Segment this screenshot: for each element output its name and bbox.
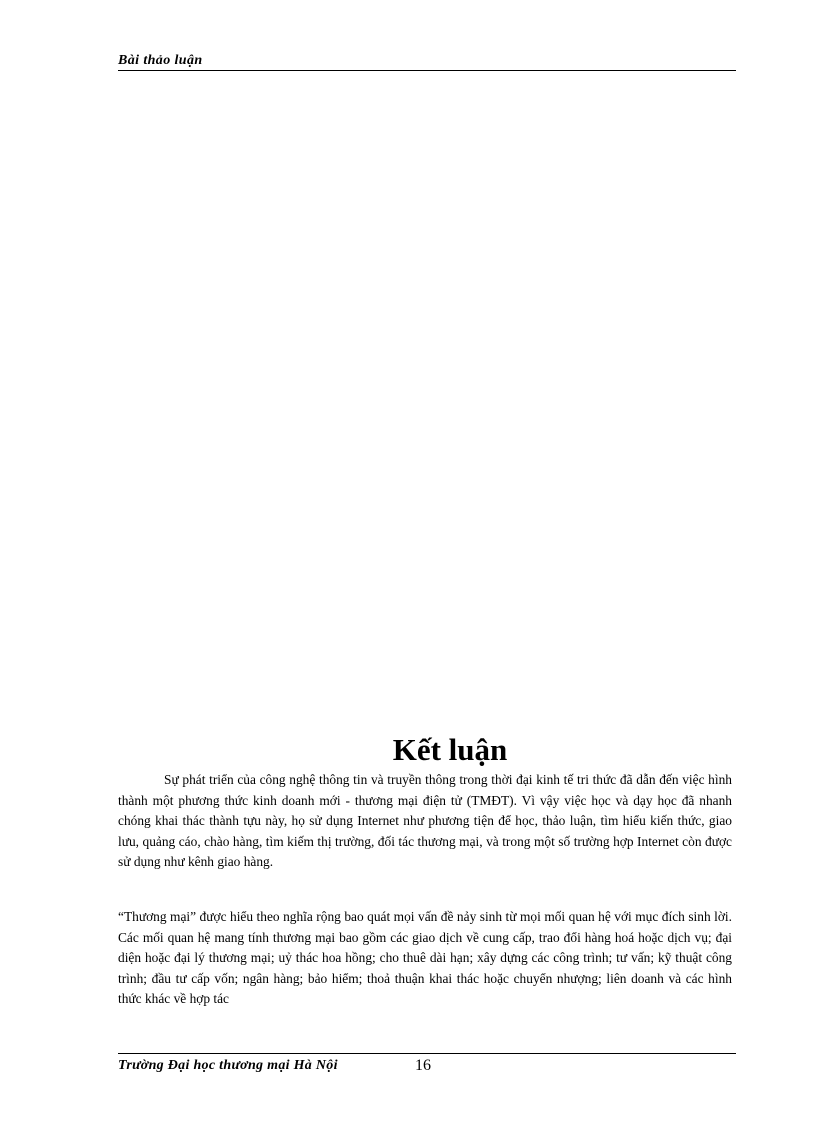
header-title: Bài thảo luận <box>118 53 203 68</box>
page-number: 16 <box>415 1057 431 1074</box>
body-paragraph-1: Sự phát triển của công nghệ thông tin và truyền thông trong thời đại kinh tế tri thức đã dẫn đến việc hình thành một phương thức kinh doanh mới - thương mại điện tử (TMĐT). Vì vậy việc học và dạy học đã nhanh chóng khai thác thành tựu này, họ sử dụng Internet như phương tiện để học, thảo luận, tìm hiểu kiến thức, giao lưu, quảng cáo, chào hàng, tìm kiếm thị trường, đối tác thương mại, và trong một số trường hợp Internet còn được sử dụng như kênh giao hàng. <box>118 772 732 870</box>
page-header <box>118 52 736 71</box>
page-footer <box>118 1053 736 1074</box>
body-paragraph-2: “Thương mại” được hiểu theo nghĩa rộng bao quát mọi vấn đề nảy sinh từ mọi mối quan hệ với mục đích sinh lời. Các mối quan hệ mang tính thương mại bao gồm các giao dịch về cung cấp, trao đổi hàng hoá hoặc dịch vụ; đại diện hoặc đại lý thương mại; uỷ thác hoa hồng; cho thuê dài hạn; xây dựng các công trình; tư vấn; kỹ thuật công trình; đầu tư cấp vốn; ngân hàng; bảo hiểm; thoả thuận khai thác hoặc chuyển nhượng; liên doanh và các hình thức khác về hợp tác <box>118 909 732 1007</box>
section-heading: Kết luận <box>392 732 508 767</box>
footer-school-name: Trường Đại học thương mại Hà Nội <box>118 1058 338 1073</box>
